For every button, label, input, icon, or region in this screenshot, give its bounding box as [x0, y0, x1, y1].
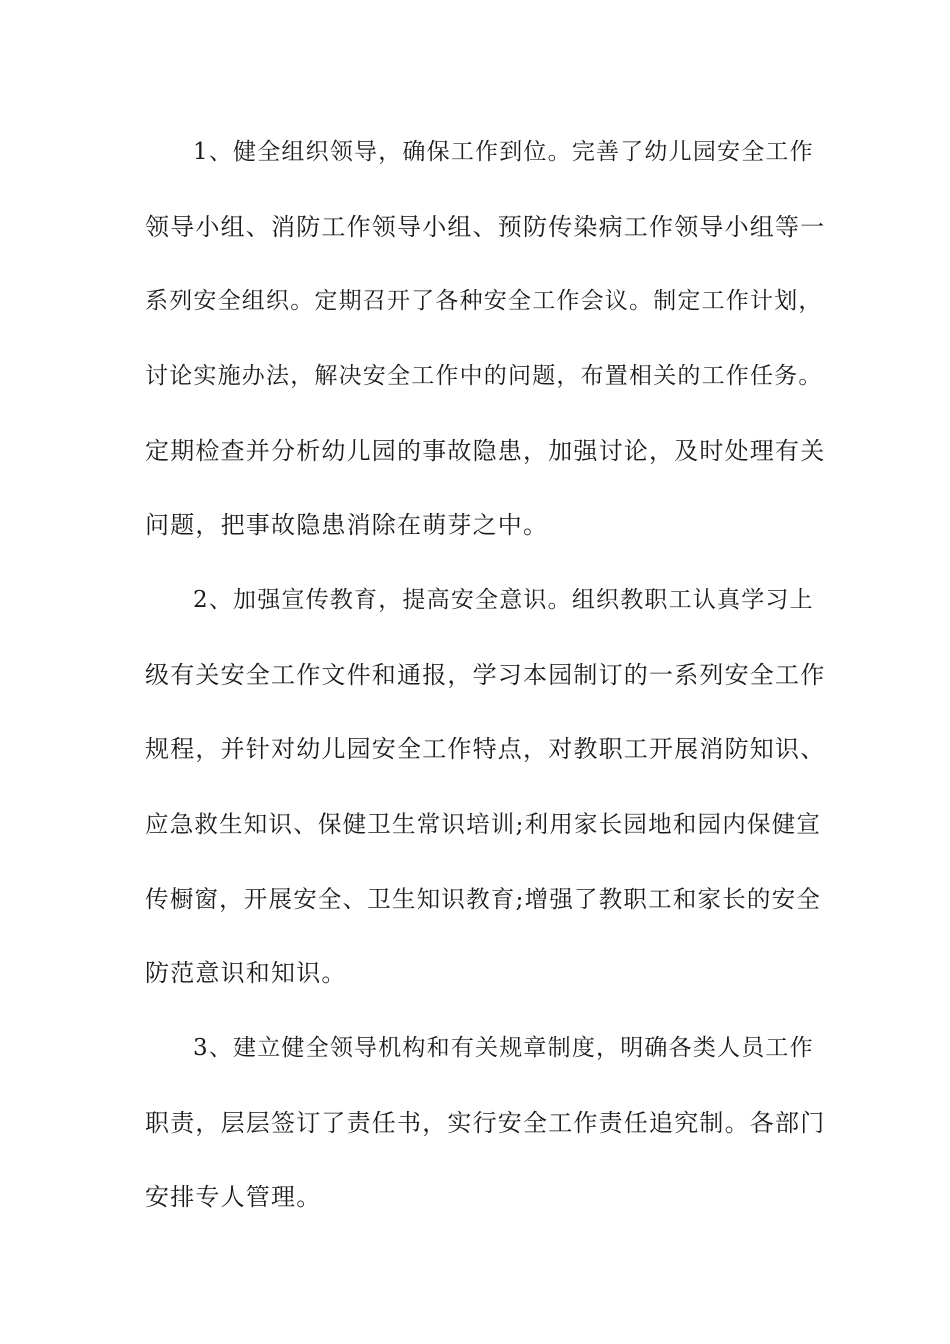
paragraph-1-line-3: 系列安全组织。定期召开了各种安全工作会议。制定工作计划，	[145, 288, 823, 314]
paragraph-1-line-2: 领导小组、消防工作领导小组、预防传染病工作领导小组等一	[145, 213, 826, 241]
paragraph-3-line-3: 安排专人管理。	[145, 1183, 322, 1211]
paragraph-2-line-6: 防范意识和知识。	[145, 959, 347, 987]
paragraph-2-line-4: 应急救生知识、保健卫生常识培训;利用家长园地和园内保健宣	[145, 810, 822, 838]
paragraph-1-line-5: 定期检查并分析幼儿园的事故隐患，加强讨论，及时处理有关	[145, 437, 826, 465]
paragraph-2-line-5: 传橱窗，开展安全、卫生知识教育;增强了教职工和家长的安全	[145, 885, 822, 913]
paragraph-3-line-1: 3、建立健全领导机构和有关规章制度，明确各类人员工作	[193, 1035, 814, 1061]
paragraph-2-line-1: 2、加强宣传教育，提高安全意识。组织教职工认真学习上	[193, 587, 814, 613]
paragraph-3-line-2: 职责，层层签订了责任书，实行安全工作责任追究制。各部门	[145, 1109, 826, 1137]
paragraph-1-line-1: 1、健全组织领导，确保工作到位。完善了幼儿园安全工作	[193, 139, 814, 165]
paragraph-1-line-6: 问题，把事故隐患消除在萌芽之中。	[145, 511, 549, 539]
paragraph-1-line-4: 讨论实施办法，解决安全工作中的问题，布置相关的工作任务。	[145, 363, 823, 389]
paragraph-2-line-3: 规程，并针对幼儿园安全工作特点，对教职工开展消防知识、	[145, 735, 826, 763]
paragraph-2-line-2: 级有关安全工作文件和通报，学习本园制订的一系列安全工作	[145, 661, 826, 689]
